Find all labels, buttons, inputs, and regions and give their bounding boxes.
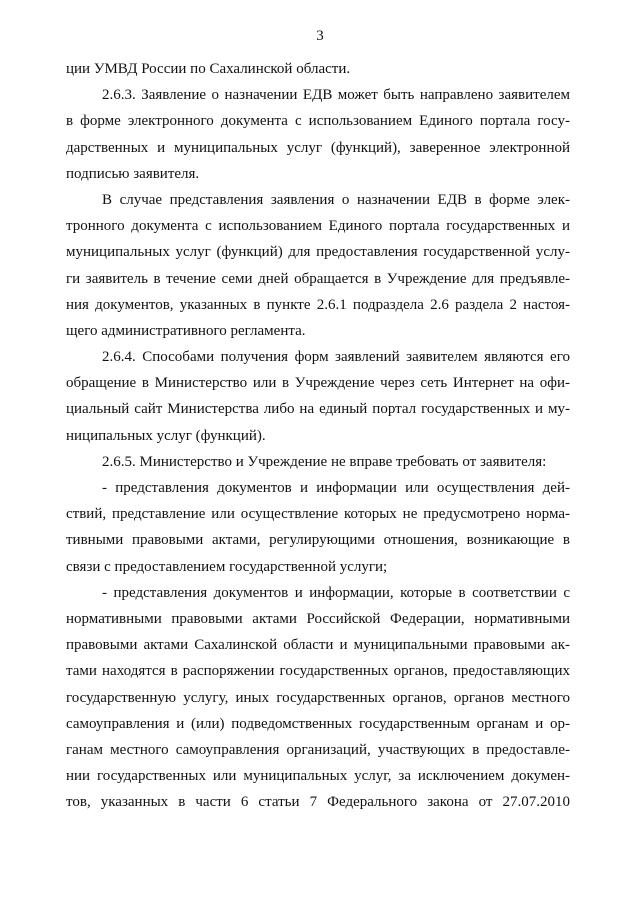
text-line: - представления документов и информации или осуществления дей-	[102, 480, 570, 496]
text-line: нии государственных или муниципальных услуг, за исключением докумен-	[66, 768, 570, 785]
text-line: В случае представления заявления о назначении ЕДВ в форме элек-	[102, 191, 570, 208]
text-line: ниципальных услуг (функций).	[66, 427, 266, 444]
text-line: тов, указанных в части 6 статьи 7 Федерального закона от 27.07.2010	[66, 794, 570, 811]
text-line: ги заявитель в течение семи дней обращается в Учреждение для предъявле-	[66, 270, 570, 287]
text-line: ствий, представление или осуществление которых не предусмотрено норма-	[66, 506, 570, 523]
document-body	[66, 56, 570, 815]
text-line: циальный сайт Министерства либо на единый портал государственных и му-	[66, 401, 570, 418]
text-line: 2.6.4. Способами получения форм заявлений заявителем являются его	[102, 349, 570, 366]
text-line: муниципальных услуг (функций) для предоставления государственной услу-	[66, 244, 570, 261]
text-line: 2.6.3. Заявление о назначении ЕДВ может быть направлено заявителем	[102, 87, 570, 104]
text-line: подписью заявителя.	[66, 165, 200, 182]
text-line: щего административного регламента.	[66, 322, 306, 339]
text-line: государственную услугу, иных государственных органов, органов местного	[66, 689, 570, 706]
text-line: правовыми актами Сахалинской области и муниципальными правовыми ак-	[66, 637, 570, 654]
text-line: тами находятся в распоряжении государственных органов, предоставляющих	[66, 663, 570, 680]
text-line: - представления документов и информации, которые в соответствии с	[102, 584, 570, 601]
text-line: нормативными правовыми актами Российской Федерации, нормативными	[66, 610, 570, 627]
text-line: ции УМВД России по Сахалинской области.	[66, 61, 351, 77]
text-line: в форме электронного документа с использованием Единого портала госу-	[66, 113, 570, 130]
text-line: 2.6.5. Министерство и Учреждение не вправе требовать от заявителя:	[102, 453, 547, 470]
text-line: дарственных и муниципальных услуг (функций), заверенное электронной	[66, 139, 570, 156]
text-line: самоуправления и (или) подведомственных государственным органам и ор-	[66, 715, 570, 732]
text-line: ганам местного самоуправления организаций, участвующих в предоставле-	[66, 741, 570, 758]
text-line: тронного документа с использованием Единого портала государственных и	[66, 218, 570, 235]
text-line: обращение в Министерство или в Учреждение через сеть Интернет на офи-	[66, 375, 570, 392]
text-line: ния документов, указанных в пункте 2.6.1 подраздела 2.6 раздела 2 настоя-	[66, 296, 570, 313]
text-line: связи с предоставлением государственной услуги;	[66, 558, 388, 575]
text-line: тивными правовыми актами, регулирующими отношения, возникающие в	[66, 532, 570, 549]
page-number: 3	[316, 28, 324, 44]
